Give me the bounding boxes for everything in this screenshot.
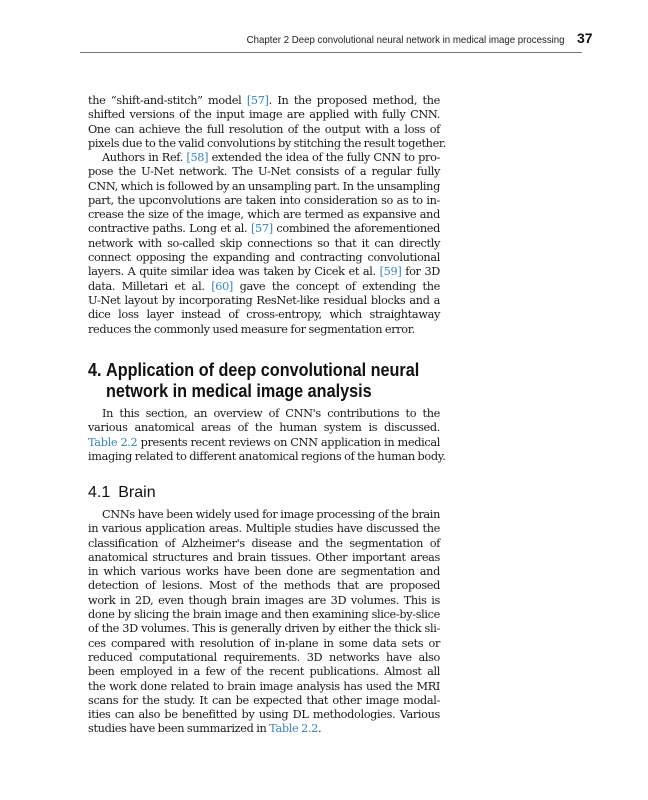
text-run: . In the proposed method, the <box>268 94 440 107</box>
header-rule <box>80 52 582 53</box>
section-heading <box>88 360 419 402</box>
text-run: done by slicing the brain image and then examining slice-by-slice <box>88 608 440 622</box>
text-line <box>88 251 440 265</box>
reference-link[interactable]: [57] <box>250 222 273 236</box>
text-run: the “shift-and-stitch” model <box>88 94 247 107</box>
text-run: studies have been summarized in <box>88 722 270 736</box>
text-run: pixels due to the valid convolutions by stitching the result together. <box>88 136 446 150</box>
text-run: dice loss layer instead of cross-entropy, which straightaway <box>88 308 440 322</box>
text-line <box>88 323 440 337</box>
text-line <box>88 537 440 551</box>
text-run: crease the size of the image, which are termed as expansive and <box>88 208 440 222</box>
text-line <box>88 522 440 536</box>
text-run: ces compared with resolution of in-plane in some data sets or <box>88 636 440 650</box>
text-line <box>88 436 440 450</box>
text-run: shifted versions of the input image are applied with fully CNN. <box>88 108 440 122</box>
text-run: in which various works have been done are segmentation and <box>88 565 440 579</box>
text-run: network with so-called skip connections so that it can directly <box>88 236 440 250</box>
text-line <box>88 680 440 694</box>
text-line <box>88 608 440 622</box>
text-line <box>88 551 440 565</box>
text-line <box>88 165 440 179</box>
text-run: . <box>318 722 322 736</box>
section-number: 4. <box>88 360 102 380</box>
text-run: in various application areas. Multiple studies have discussed the <box>88 522 440 536</box>
text-run: work in 2D, even though brain images are 3D volumes. This is <box>88 593 440 607</box>
text-run: imaging related to different anatomical regions of the human body. <box>88 449 446 463</box>
text-run: various anatomical areas of the human system is discussed. <box>88 421 440 435</box>
text-run: CNN, which is followed by an unsampling part. In the unsampling <box>88 179 440 193</box>
text-line <box>88 208 440 222</box>
text-line <box>88 151 440 165</box>
text-run: reduced computational requirements. 3D networks have also <box>88 650 440 664</box>
text-line <box>88 622 440 636</box>
text-run: Authors in Ref. <box>102 151 187 164</box>
text-line <box>88 421 440 435</box>
text-line <box>88 565 440 579</box>
text-run: combined the aforementioned <box>272 222 440 236</box>
paragraph <box>88 407 446 464</box>
subsection-title: Brain <box>118 484 156 501</box>
text-run: CNNs have been widely used for image processing of the brain <box>102 508 440 521</box>
text-run: layers. A quite similar idea was taken by Cicek et al. <box>88 265 380 279</box>
subsection-heading <box>88 484 156 502</box>
text-run: part, the upconvolutions are taken into consideration so as to in- <box>88 193 440 207</box>
text-run: of the 3D volumes. This is generally driven by either the thick sli- <box>88 622 440 636</box>
reference-link[interactable]: Table 2.2 <box>88 435 138 449</box>
text-line <box>88 280 440 294</box>
paragraph <box>88 151 440 337</box>
text-line <box>88 637 440 651</box>
text-line <box>88 136 446 151</box>
text-run: gave the concept of extending the <box>232 279 440 293</box>
text-run: detection of lesions. Most of the methods that are proposed <box>88 579 440 593</box>
text-run: anatomical structures and brain tissues. Other important areas <box>88 550 440 564</box>
text-line <box>88 407 440 421</box>
text-run: ities can also be benefitted by using DL methodologies. Various <box>88 708 440 722</box>
text-run: data. Milletari et al. <box>88 279 212 293</box>
text-line <box>88 94 440 108</box>
reference-link[interactable]: [58] <box>186 151 209 164</box>
text-run: U-Net layout by incorporating ResNet-like residual blocks and a <box>88 293 440 307</box>
text-line <box>88 722 440 736</box>
paragraph <box>88 508 440 737</box>
text-line <box>88 222 440 236</box>
text-line <box>88 265 440 279</box>
reference-link[interactable]: Table 2.2 <box>269 722 318 736</box>
text-line <box>88 308 440 322</box>
text-line <box>88 708 440 722</box>
text-run: presents recent reviews on CNN application in medical <box>137 435 440 449</box>
text-run: connect opposing the expanding and contracting convolutional <box>88 251 440 265</box>
text-line <box>88 694 440 708</box>
text-run: pose the U-Net network. The U-Net consists of a regular fully <box>88 165 440 179</box>
text-line <box>88 651 440 665</box>
text-run: One can achieve the full resolution of the output with a loss of <box>88 122 440 136</box>
text-line <box>88 579 440 593</box>
text-line <box>88 194 440 208</box>
text-line <box>88 180 440 194</box>
text-line <box>88 508 440 522</box>
text-run: reduces the commonly used measure for segmentation error. <box>88 322 415 336</box>
text-line <box>88 108 440 122</box>
subsection-number: 4.1 <box>88 484 111 501</box>
text-run: the work done related to brain image analysis has used the MRI <box>88 679 440 693</box>
reference-link[interactable]: [60] <box>211 279 233 293</box>
text-run: classification of Alzheimer's disease and the segmentation of <box>88 536 440 550</box>
text-line <box>88 449 446 464</box>
paragraph <box>88 94 446 151</box>
section-title-line2: network in medical image analysis <box>106 381 372 401</box>
text-line <box>88 665 440 679</box>
text-line <box>88 237 440 251</box>
text-run: extended the idea of the fully CNN to pro- <box>208 151 441 164</box>
text-run: for 3D <box>401 265 440 279</box>
text-run: scans for the study. It can be expected that other image modal- <box>88 693 440 707</box>
page-number: 37 <box>577 30 593 46</box>
section-title-line1: Application of deep convolutional neural <box>106 360 420 380</box>
text-line <box>88 123 440 137</box>
text-run: In this section, an overview of CNN's contributions to the <box>102 407 440 420</box>
reference-link[interactable]: [59] <box>379 265 402 279</box>
reference-link[interactable]: [57] <box>246 94 269 107</box>
text-line <box>88 294 440 308</box>
text-run: contractive paths. Long et al. <box>88 222 251 236</box>
text-run: been employed in a few of the recent publications. Almost all <box>88 665 440 679</box>
running-title: Chapter 2 Deep convolutional neural network in medical image processing <box>247 34 565 46</box>
text-line <box>88 594 440 608</box>
